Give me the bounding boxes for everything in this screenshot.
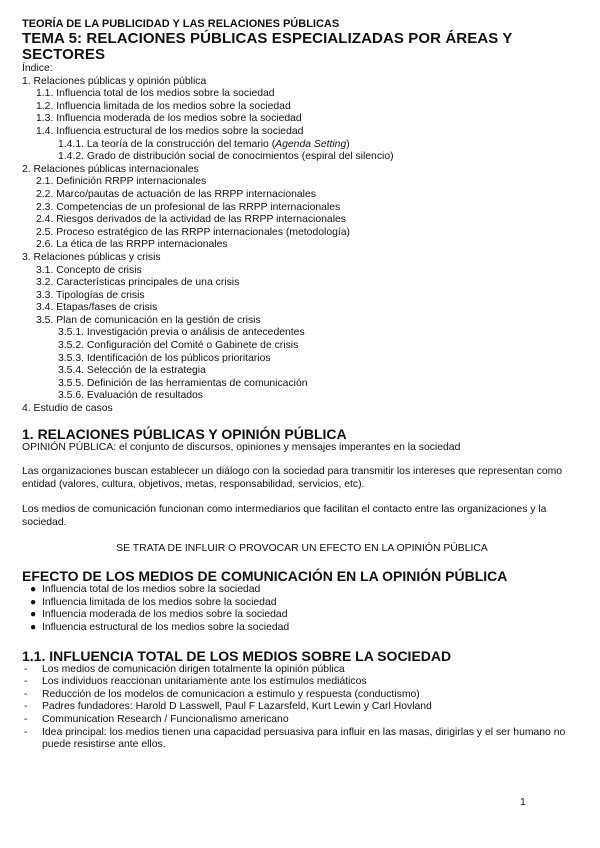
callout-text: SE TRATA DE INFLUIR O PROVOCAR UN EFECTO EN LA OPINIÓN PÚBLICA — [116, 542, 488, 554]
toc-item: 3.2. Características principales de una crisis — [36, 277, 240, 289]
unit-title: TEMA 5: RELACIONES PÚBLICAS ESPECIALIZADAS POR ÁREAS Y SECTORES — [22, 30, 513, 63]
toc-item: 1. Relaciones públicas y opinión pública — [22, 75, 207, 87]
toc-item: 3.5.5. Definición de las herramientas de comunicación — [58, 377, 308, 389]
toc-item: 3.5.6. Evaluación de resultados — [58, 390, 203, 402]
list-item — [22, 714, 582, 727]
course-title: TEORÍA DE LA PUBLICIDAD Y LAS RELACIONES PÚBLICAS — [22, 18, 340, 30]
section-heading: 1.1. INFLUENCIA TOTAL DE LOS MEDIOS SOBRE LA SOCIEDAD — [22, 647, 452, 664]
dash-icon: - — [24, 701, 28, 713]
list-item — [22, 664, 582, 677]
index-label: Índice: — [22, 63, 53, 74]
toc-item: 1.3. Influencia moderada de los medios sobre la sociedad — [36, 113, 302, 125]
list-item — [22, 609, 582, 622]
paragraph: Los medios de comunicación funcionan como intermediarios que facilitan el contacto entre las organizaciones y la sociedad. — [22, 504, 547, 528]
paragraph: Las organizaciones buscan establecer un diálogo con la sociedad para transmitir los intereses que representan como entidad (valores, cultura, objetivos, metas, responsabilidad, servicios, etc). — [22, 466, 563, 491]
table-of-contents — [22, 76, 582, 416]
toc-item: 2.2. Marco/pautas de actuación de las RRPP internacionales — [36, 188, 316, 200]
list-item-text: Communication Research / Funcionalismo americano — [42, 713, 289, 725]
list-item-text: Influencia total de los medios sobre la sociedad — [42, 584, 261, 596]
toc-item: 3.4. Etapas/fases de crisis — [36, 302, 158, 314]
toc-item: 2.1. Definición RRPP internacionales — [36, 176, 207, 188]
document-page — [22, 18, 582, 752]
influence-list — [22, 664, 582, 752]
toc-item: 3. Relaciones públicas y crisis — [22, 251, 161, 263]
list-item-text: Los medios de comunicación dirigen totalmente la opinión pública — [42, 663, 345, 675]
list-item — [22, 597, 582, 610]
list-item-text: Padres fundadores: Harold D Lasswell, Paul F Lazarsfeld, Kurt Lewin y Carl Hovland — [42, 701, 432, 713]
toc-item: 1.4. Influencia estructural de los medios sobre la sociedad — [36, 125, 304, 137]
section-heading: EFECTO DE LOS MEDIOS DE COMUNICACIÓN EN LA OPINIÓN PÚBLICA — [22, 568, 508, 585]
list-item — [22, 584, 582, 597]
toc-text: 1.4.1. La teoría de la construcción del temario ( — [58, 138, 276, 150]
toc-item: 3.5.4. Selección de la estrategia — [58, 365, 206, 377]
list-item-text: Reducción de los modelos de comunicacion a estimulo y respuesta (conductismo) — [42, 688, 420, 700]
bullet-icon: ● — [30, 584, 37, 596]
list-item — [22, 727, 582, 752]
list-item-text: Influencia limitada de los medios sobre la sociedad — [42, 596, 277, 608]
dash-icon: - — [24, 688, 28, 700]
toc-item: 3.1. Concepto de crisis — [36, 264, 142, 276]
toc-item: 2.6. La ética de las RRPP internacionales — [36, 239, 228, 251]
toc-item: 1.1. Influencia total de los medios sobre la sociedad — [36, 88, 275, 100]
page-number: 1 — [520, 797, 526, 808]
dash-icon: - — [24, 676, 28, 688]
toc-item: 2.3. Competencias de un profesional de las RRPP internacionales — [36, 201, 341, 213]
toc-item: 1.2. Influencia limitada de los medios sobre la sociedad — [36, 100, 291, 112]
bullet-icon: ● — [30, 609, 37, 621]
dash-icon: - — [24, 713, 28, 725]
effects-list — [22, 584, 582, 634]
toc-item — [22, 139, 582, 152]
list-item — [22, 622, 582, 635]
definition-text: OPINIÓN PÚBLICA: el conjunto de discursos, opiniones y mensajes imperantes en la sociedad — [22, 441, 461, 453]
list-item-text: Los individuos reaccionan unitariamente ante los estímulos mediáticos — [42, 676, 367, 688]
dash-icon: - — [24, 663, 28, 675]
list-item-text: Influencia moderada de los medios sobre la sociedad — [42, 609, 288, 621]
list-item — [22, 701, 582, 714]
list-item — [22, 689, 582, 702]
section-heading: 1. RELACIONES PÚBLICAS Y OPINIÓN PÚBLICA — [22, 425, 347, 442]
toc-item: 2. Relaciones públicas internacionales — [22, 163, 199, 175]
toc-item: 3.3. Tipologías de crisis — [36, 289, 145, 301]
bullet-icon: ● — [30, 621, 37, 633]
list-item-text: Influencia estructural de los medios sobre la sociedad — [42, 621, 290, 633]
toc-emphasis: Agenda Setting — [275, 138, 347, 150]
list-item-text: Idea principal: los medios tienen una capacidad persuasiva para influir en las masas, dirigirlas y el ser humano no puede resistirse ante ellos. — [42, 726, 566, 751]
toc-item: 3.5.2. Configuración del Comité o Gabinete de crisis — [58, 340, 299, 352]
toc-text: ) — [346, 138, 350, 150]
dash-icon: - — [24, 726, 28, 738]
toc-item: 3.5.1. Investigación previa o análisis de antecedentes — [58, 327, 305, 339]
toc-item: 2.4. Riesgos derivados de la actividad de las RRPP internacionales — [36, 214, 346, 226]
toc-item: 3.5. Plan de comunicación en la gestión de crisis — [36, 314, 261, 326]
toc-item: 1.4.2. Grado de distribución social de conocimientos (espiral del silencio) — [58, 151, 394, 163]
toc-item: 4. Estudio de casos — [22, 403, 113, 415]
list-item — [22, 676, 582, 689]
toc-item: 2.5. Proceso estratégico de las RRPP internacionales (metodología) — [36, 226, 351, 238]
toc-item: 3.5.3. Identificación de los públicos prioritarios — [58, 352, 271, 364]
bullet-icon: ● — [30, 596, 37, 608]
